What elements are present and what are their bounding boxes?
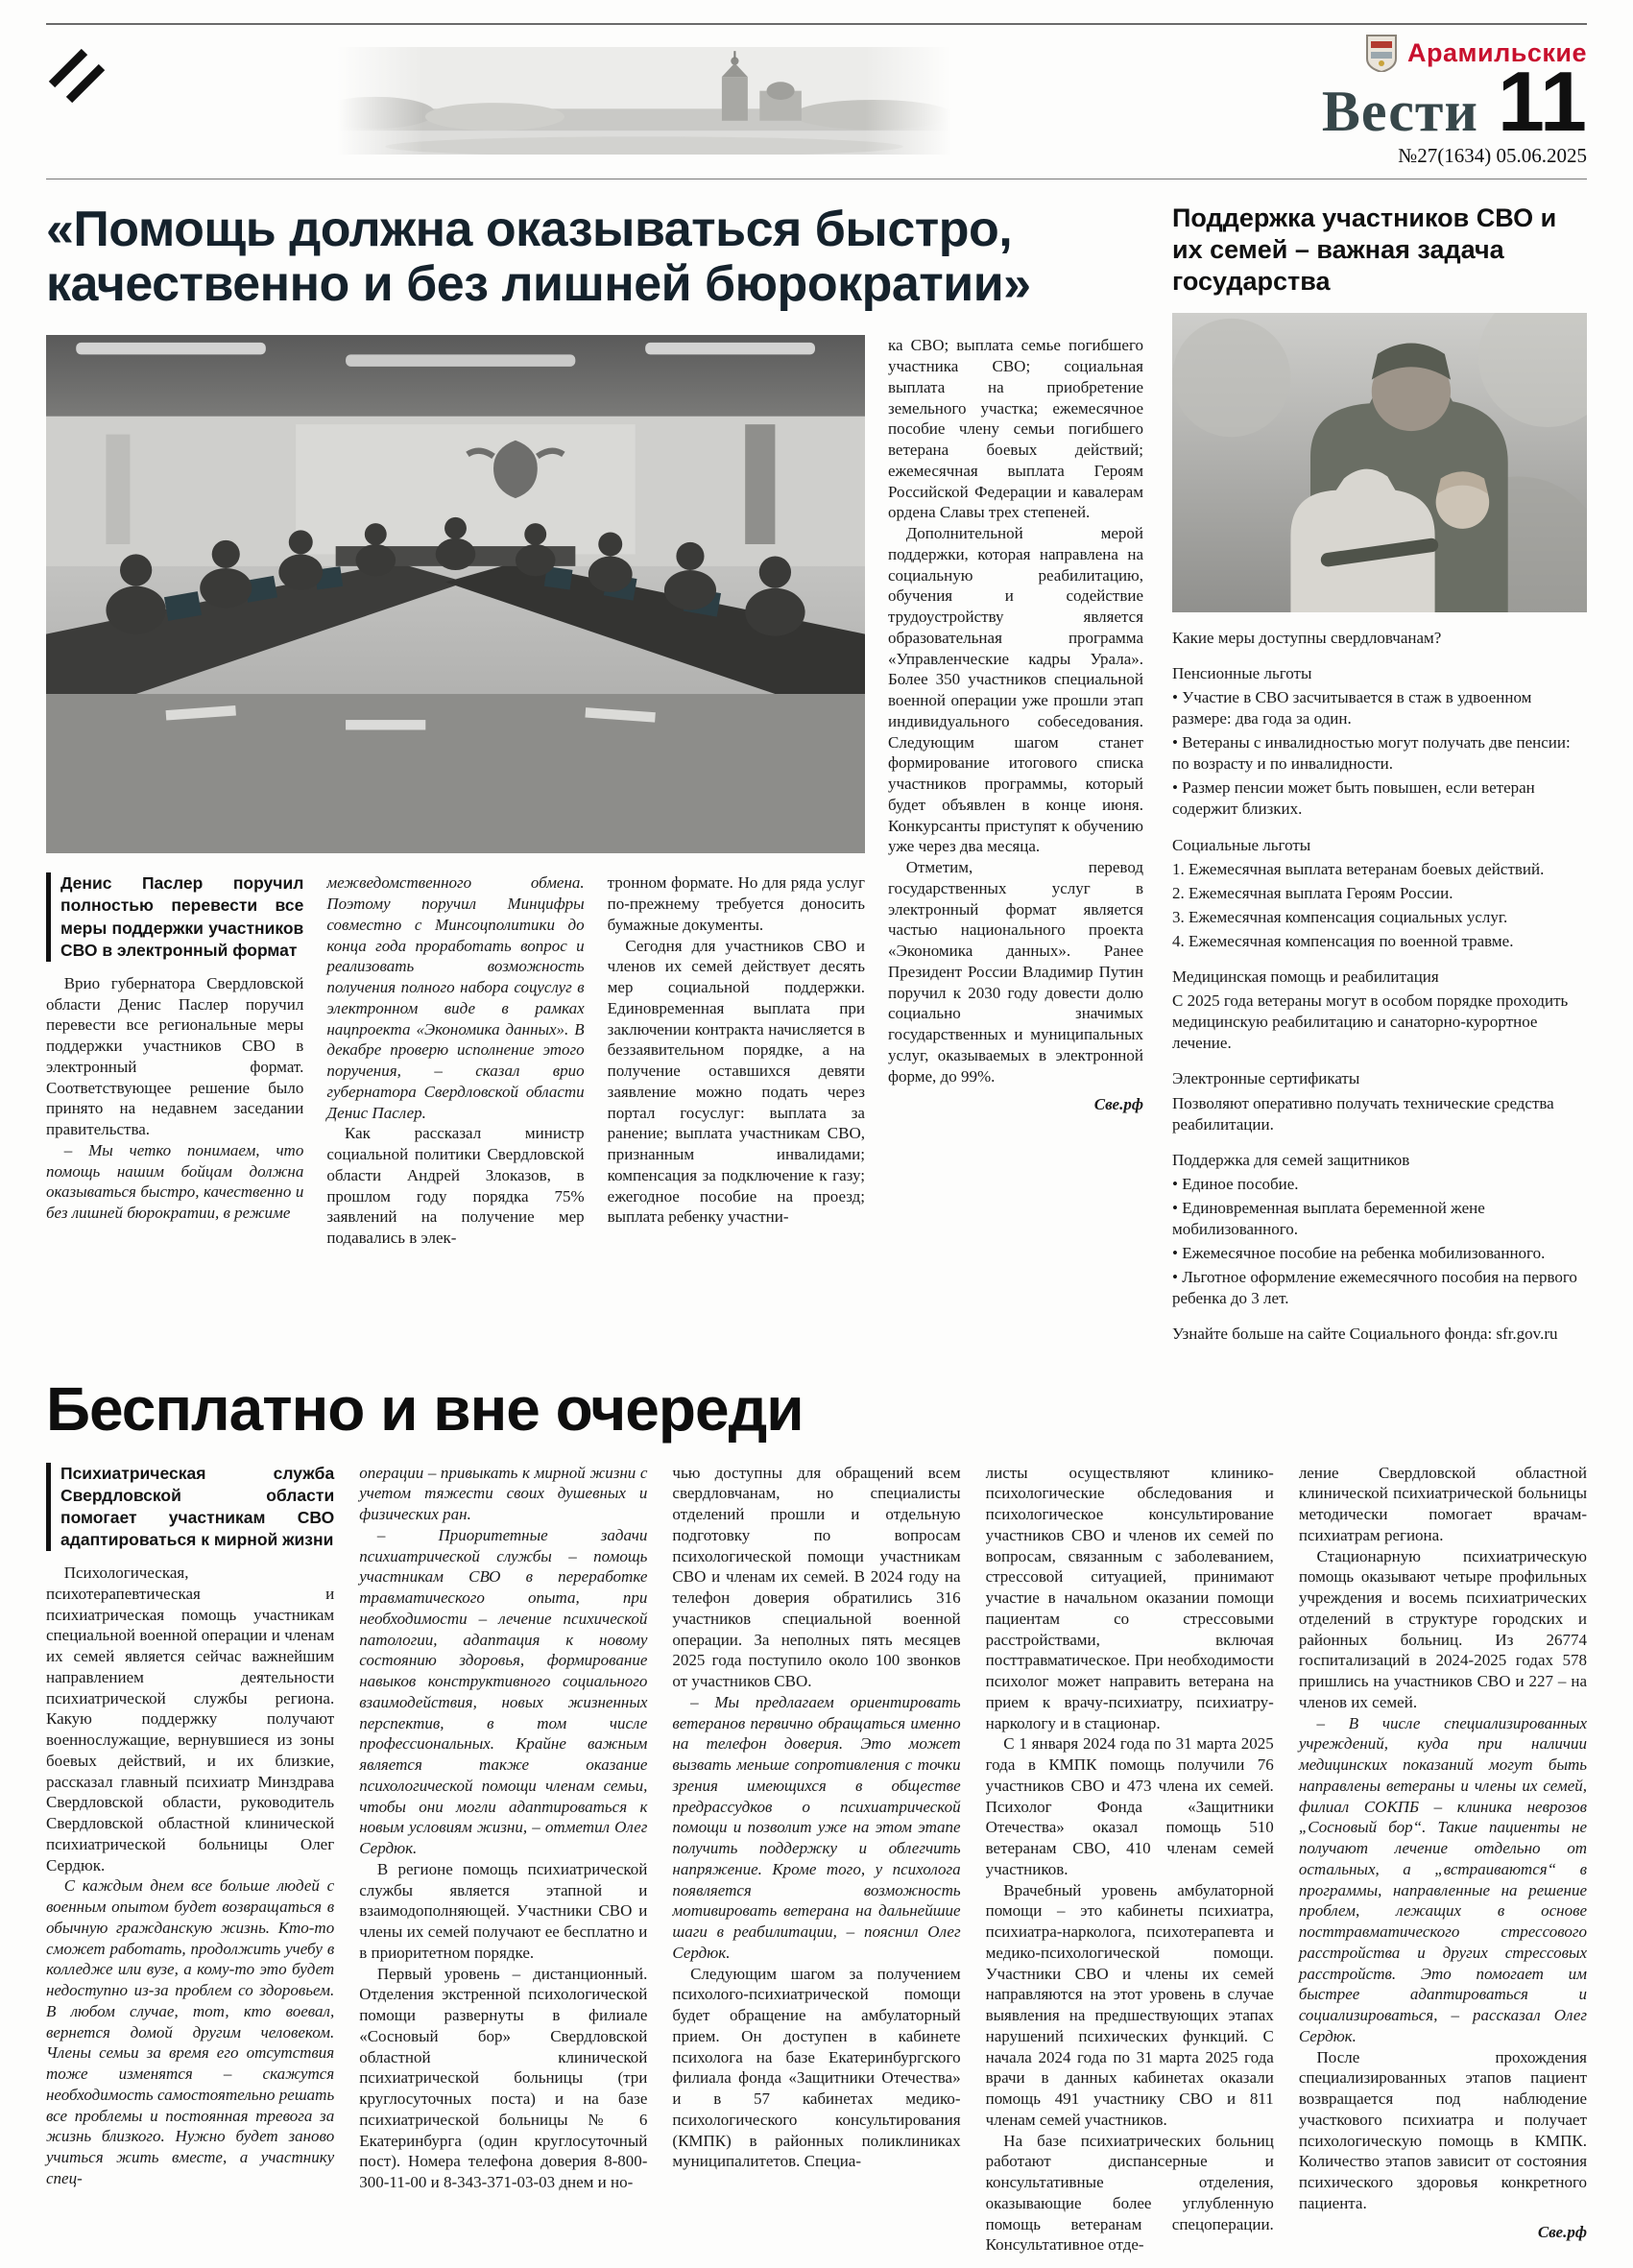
- page-content: [46, 203, 1587, 2256]
- article-psychiatric-col1: [46, 1463, 334, 2256]
- paragraph: • Льготное оформление ежемесячного пособия на первого ребенка до 3 лет.: [1172, 1268, 1577, 1308]
- article-psychiatric-headline: Бесплатно и вне очереди: [46, 1374, 804, 1444]
- paragraph: Дополнительной мерой поддержки, которая направлена на социальную реабилитацию, обучения и содействие трудоустройству является образовательная программа «Управленческие кадры Урала». Более 350 участников специальной военной операции уже прошли этап индивидуального собеседования. Следующим шагом станет формирование итогового списка участников программы, который будет объявлен в конце июня. Конкурсанты приступят к обучению уже через два месяца.: [888, 524, 1143, 856]
- paragraph: – Мы четко понимаем, что помощь нашим бойцам должна оказываться быстро, качественно и без лишней бюрократии, в режиме: [46, 1140, 304, 1222]
- article-main-col2: [326, 872, 584, 1249]
- paragraph: Медицинская помощь и реабилитация: [1172, 967, 1439, 987]
- article-main: [46, 203, 1143, 1348]
- paragraph: Какие меры доступны свердловчанам?: [1172, 628, 1442, 647]
- paragraph: 3. Ежемесячная компенсация социальных услуг.: [1172, 907, 1508, 926]
- brand-block: [1322, 34, 1587, 168]
- paragraph: С каждым днем все больше людей с военным опытом будет возвращаться в обычную гражданскую жизнь. Кто-то сможет работать, продолжить учебу в колледже или вузе, а кому-то это будет недоступно из-за проблем со здоровьем. В любом случае, тот, кто воевал, вернется домой другим человеком. Члены семьи за время его отсутствия тоже изменятся – скажутся необходимость самостоятельно решать все проблемы и постоянная тревога за жизнь близкого. Нужно будет заново учиться жить вместе, а участнику спец-: [46, 1876, 335, 2187]
- page-number: 11: [1497, 54, 1587, 149]
- paragraph: Узнайте больше на сайте Социального фонда: sfr.gov.ru: [1172, 1325, 1558, 1344]
- issue-date: №27(1634) 05.06.2025: [1398, 144, 1587, 167]
- strip-fade-left: [337, 47, 423, 155]
- paragraph: листы осуществляют клинико-психологические обследования и психологическое консультирование участников СВО и членов их семей по вопросам, связанным с заболеванием, стрессовой ситуацией, принимают участие в начальном оказании помощи пациентам со стрессовыми расстройствами, включая посттравматическое. При необходимости психолог может направить ветерана на прием к врачу-психиатру, психиатру-наркологу и в стационар.: [985, 1463, 1274, 1732]
- paragraph: Электронные сертификаты: [1172, 1069, 1360, 1088]
- paragraph: С 1 января 2024 года по 31 марта 2025 года в КМПК помощь получили 76 участников СВО и 473 члена их семей. Психолог Фонда «Защитники Отечества» оказал помощь 510 ветеранам СВО, 410 членам семей участников.: [985, 1734, 1274, 1878]
- paragraph: После прохождения специализированных этапов пациент возвращается под наблюдение участкового психиатра и получает психологическую помощь в КМПК. Количество этапов зависит от состояния психического здоровья конкретного пациента.: [1298, 2047, 1588, 2212]
- paragraph: Све.рф: [1093, 1095, 1143, 1114]
- masthead: [46, 23, 1587, 179]
- strip-fade-right: [865, 47, 951, 155]
- paragraph: ка СВО; выплата семье погибшего участника СВО; социальная выплата на приобретение земельного участка; ежемесячное пособие члену семьи погибшего ветерана боевых действий; ежемесячная выплата Героям Российской Федерации и кавалерам ордена Славы трех степеней.: [888, 336, 1143, 522]
- paragraph: Све.рф: [1537, 2222, 1588, 2241]
- paragraph: • Участие в СВО засчитывается в стаж в удвоенном размере: два года за один.: [1172, 688, 1532, 728]
- paragraph: 2. Ежемесячная выплата Героям России.: [1172, 883, 1453, 902]
- article-main-headline: «Помощь должна оказываться быстро, качественно и без лишней бюрократии»: [46, 202, 1031, 313]
- article-psychiatric-col3: [672, 1463, 960, 2256]
- lede-bar: [46, 1463, 51, 1551]
- article-psychiatric-col4: [986, 1463, 1274, 2256]
- corner-slashes-icon: [46, 44, 152, 111]
- article-psychiatric-col5: [1299, 1463, 1587, 2256]
- paragraph: • Размер пенсии может быть повышен, если ветеран содержит близких.: [1172, 778, 1535, 819]
- paragraph: Врачебный уровень амбулаторной помощи – это кабинеты психиатра, психиатра-нарколога, психотерапевта и медико-психологической помощи. Участники СВО и члены их семей направляются на этот уровень в случае выявления на предшествующих этапах нарушений психических функций. С начала 2024 года по 31 марта 2025 года врачи в данных кабинетах оказали помощь 491 участнику СВО и 811 членам семей участников.: [985, 1880, 1274, 2129]
- paragraph: • Единое пособие.: [1172, 1174, 1299, 1193]
- paragraph: чью доступны для обращений всем свердловчанам, но специалисты отделений прошли и отдельную подготовку по вопросам психологической помощи участникам СВО и членам их семей. В 2024 году на телефон доверия обратились 316 участников специальной военной операции. За неполных пять месяцев 2025 года поступило около 100 звонков от участников СВО.: [672, 1463, 961, 1691]
- church-panorama-photo: [337, 47, 951, 155]
- paragraph: Следующим шагом за получением психолого-психиатрической помощи будет обращение на амбулаторный прием. Он доступен в кабинете психолога на базе Екатеринбургского филиала фонда «Защитники Отечества» и в 57 кабинетах медико-психологического консультирования (КМПК) в районных поликлиниках муниципалитетов. Специа-: [672, 1964, 961, 2171]
- paragraph: 4. Ежемесячная компенсация по военной травме.: [1172, 931, 1514, 950]
- paragraph: • Ветераны с инвалидностью могут получать две пенсии: по возрасту и по инвалидности.: [1172, 733, 1571, 774]
- sidebar-svo-support: [1172, 203, 1587, 1348]
- sidebar-text: [1172, 628, 1587, 1346]
- paragraph: Социальные льготы: [1172, 835, 1311, 854]
- paragraph: С 2025 года ветераны могут в особом порядке проходить медицинскую реабилитацию и санаторно-курортное лечение.: [1172, 991, 1569, 1053]
- paragraph: Сегодня для участников СВО и членов их семей действует десять мер социальной поддержки. Единовременная выплата при заключении контракта начисляется в беззаявительном порядке, а на получение оставшихся девяти заявление можно подать через портал госуслуг: выплата за ранение; выплата участникам СВО, признанным инвалидами; компенсация за подключение к газу; ежегодное пособие на проезд; выплата ребенку участни-: [607, 936, 865, 1227]
- brand-main-title: Вести: [1321, 80, 1478, 143]
- paragraph: В регионе помощь психиатрической службы является этапной и взаимодополняющей. Участники СВО и члены их семей получают ее бесплатно и в приоритетном порядке.: [359, 1859, 648, 1962]
- paragraph: Психологическая, психотерапевтическая и психиатрическая помощь участникам специальной военной операции и членам их семей является сейчас важнейшим направлением деятельности психиатрической службы региона. Какую поддержку получают военнослужащие, вернувшиеся из зоны боевых действий, и их близкие, рассказал главный психиатр Минздрава Свердловской области, руководитель Свердловской областной клинической психиатрической больницы Олег Сердюк.: [46, 1564, 335, 1874]
- lede-text: Денис Паслер поручил полностью перевести все меры поддержки участников СВО в электронный формат: [60, 873, 304, 960]
- paragraph: операции – привыкать к мирной жизни с учетом тяжести своих душевных и физических ран.: [359, 1463, 648, 1524]
- paragraph: На базе психиатрических больниц работают диспансерные и консультативные отделения, оказывающие более углубленную помощь ветеранам спецоперации. Консультативное отде-: [985, 2131, 1274, 2255]
- paragraph: Врио губернатора Свердловской области Денис Паслер поручил перевести все региональные меры поддержки участников СВО в электронный формат. Соответствующее решение было принято на недавнем заседании правительства.: [46, 973, 304, 1138]
- paragraph: Стационарную психиатрическую помощь оказывают четыре профильных учреждения и восемь психиатрических отделений в структуре городских и районных больниц. Из 26774 госпитализаций в 2024-2025 годах 578 пришлись на участников СВО и 227 – на членов их семей.: [1298, 1546, 1588, 1711]
- sidebar-title: Поддержка участников СВО и их семей – важная задача государства: [1172, 203, 1557, 296]
- article-main-col3: [608, 872, 865, 1249]
- paragraph: – В числе специализированных учреждений, куда при наличии медицинских показаний могут быть направлены ветераны и члены их семей, филиал СОКПБ – клиника неврозов „Сосновый бор“. Такие пациенты не получают лечение отдельно от остальных, а „встраиваются“ в программы, направленные на решение проблем, лежащих в основе посттравматического стрессового расстройства и других стрессовых расстройств. Это помогает им быстрее адаптироваться и социализироваться, – рассказал Олег Сердюк.: [1298, 1713, 1588, 2045]
- paragraph: • Единовременная выплата беременной жене мобилизованного.: [1172, 1198, 1485, 1238]
- paragraph: тронном формате. Но для ряда услуг по-прежнему требуется доносить бумажные документы.: [607, 873, 865, 934]
- lede-bar: [46, 872, 51, 961]
- paragraph: ление Свердловской областной клинической психиатрической больницы методически помогает врачам-психиатрам региона.: [1298, 1463, 1588, 1544]
- article-main-col1: [46, 872, 303, 1249]
- paragraph: – Мы предлагаем ориентировать ветеранов первично обращаться именно на телефон доверия. Это может вызвать меньше сопротивления с точки зрения имеющихся в обществе предрассудков о психиатрической помощи и позволит уже на этом этапе получить поддержку и облегчить напряжение. Кроме того, у психолога появляется возможность мотивировать ветерана на дальнейшие шаги в реабилитации, – пояснил Олег Сердюк.: [672, 1692, 961, 1962]
- article-psychiatric-col2: [359, 1463, 647, 2256]
- brand-top-title: Арамильские: [1407, 37, 1587, 67]
- aramil-crest-icon: [1365, 34, 1398, 72]
- paragraph: • Ежемесячное пособие на ребенка мобилизованного.: [1172, 1244, 1546, 1263]
- paragraph: Первый уровень – дистанционный. Отделения экстренной психологической помощи развернуты в филиале «Сосновый бор» Свердловской областной клинической психиатрической больницы (три круглосуточных поста) и на базе психиатрической больницы № 6 Екатеринбурга (один круглосуточный пост). Номера телефона доверия 8-800-300-11-00 и 8-343-371-03-03 днем и но-: [359, 1964, 648, 2192]
- paragraph: Как рассказал министр социальной политики Свердловской области Андрей Злоказов, в прошлом году порядка 75% заявлений на получение мер подавались в элек-: [326, 1124, 585, 1248]
- paragraph: межведомственного обмена. Поэтому поручил Минцифры совместно с Минсоцполитики до конца года проработать вопрос и реализовать возможность получения полного набора соцуслуг в электронном виде в рамках нацпроекта «Экономика данных». В декабре проверю исполнение этого поручения, – сказал врио губернатора Свердловской области Денис Паслер.: [326, 873, 585, 1122]
- paragraph: Позволяют оперативно получать технические средства реабилитации.: [1172, 1093, 1554, 1134]
- government-meeting-photo: [46, 335, 865, 853]
- article-psychiatric-lede: [46, 1463, 334, 1551]
- paragraph: 1. Ежемесячная выплата ветеранам боевых действий.: [1172, 859, 1545, 878]
- paragraph: – Приоритетные задачи психиатрической службы – помощь участникам СВО в переработке травматического опыта, при необходимости – лечение психической патологии, адаптация к новому состоянию здоровья, формирование навыков конструктивного социального взаимодействия, новых жизненных перспектив, в том числе профессиональных. Крайне важным является также оказание психологической помощи членам семьи, чтобы они могли адаптироваться к новым условиям жизни, – отметил Олег Сердюк.: [359, 1525, 648, 1858]
- article-main-col4: [888, 335, 1143, 1249]
- lede-text: Психиатрическая служба Свердловской области помогает участникам СВО адаптироваться к мирной жизни: [60, 1463, 335, 1549]
- article-main-lede: [46, 872, 303, 961]
- article-psychiatric: [46, 1374, 1588, 2256]
- soldier-with-child-photo: [1172, 313, 1587, 612]
- paragraph: Пенсионные льготы: [1172, 663, 1312, 682]
- paragraph: Отметим, перевод государственных услуг в электронный формат является частью национального проекта «Экономика данных». Ранее Президент России Владимир Путин поручил к 2030 году довести долю социально значимых государственных и муниципальных услуг, оказываемых в электронной форме, до 99%.: [888, 858, 1143, 1086]
- paragraph: Поддержка для семей защитников: [1172, 1150, 1410, 1169]
